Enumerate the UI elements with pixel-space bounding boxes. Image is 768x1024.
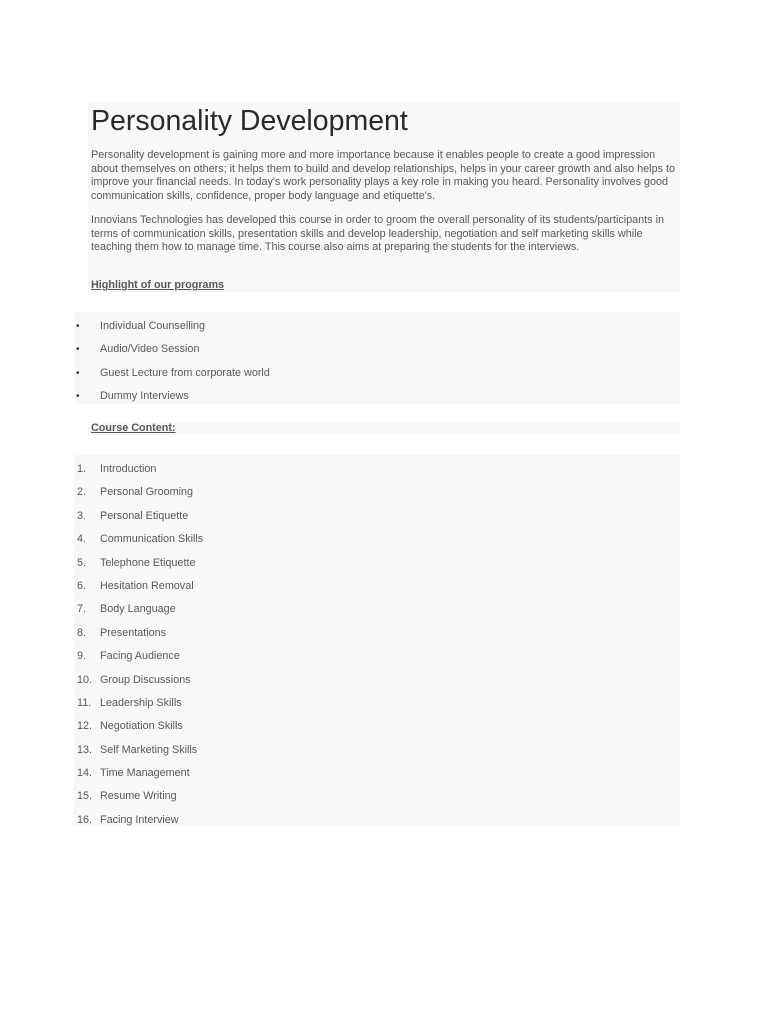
highlight-item-label: Dummy Interviews	[100, 390, 189, 403]
list-item	[74, 674, 674, 697]
highlight-item-label: Guest Lecture from corporate world	[100, 366, 270, 379]
item-number: 16.	[77, 813, 93, 826]
item-number: 9.	[77, 650, 87, 663]
course-item-label: Self Marketing Skills	[100, 743, 198, 756]
list-item	[74, 557, 674, 580]
list-item	[74, 486, 674, 509]
list-item	[74, 767, 674, 790]
course-item-label: Time Management	[100, 767, 190, 780]
bullet-dot-icon: •	[76, 344, 80, 356]
list-item	[74, 603, 674, 626]
item-number: 12.	[77, 720, 93, 733]
course-item-label: Telephone Etiquette	[100, 556, 196, 569]
list-item	[74, 697, 674, 720]
course-item-label: Negotiation Skills	[100, 720, 183, 733]
course-item-label: Presentations	[100, 626, 167, 639]
list-item	[74, 390, 674, 413]
item-number: 4.	[77, 533, 87, 546]
item-number: 10.	[77, 673, 93, 686]
item-number: 5.	[77, 556, 87, 569]
highlight-heading: Highlight of our programs	[91, 279, 225, 291]
course-heading-background-band	[88, 422, 680, 435]
course-item-label: Resume Writing	[100, 790, 177, 803]
intro-paragraph-1: Personality development is gaining more and more importance because it enables people to create a good impression about themselves on others; it helps them to build and develop relationships, helps in your career growth and also helps to improve your financial needs. In today's work personality plays a key role in making you heard. Personality involves good communication skills, confidence, proper body language and etiquette's.	[91, 149, 675, 202]
list-item	[74, 580, 674, 603]
course-item-label: Body Language	[100, 603, 176, 616]
list-item	[74, 367, 674, 390]
course-item-label: Communication Skills	[100, 533, 204, 546]
item-number: 14.	[77, 767, 93, 780]
item-number: 1.	[77, 463, 87, 475]
course-item-label: Group Discussions	[100, 673, 191, 686]
list-item	[74, 510, 674, 533]
list-item	[74, 343, 674, 366]
item-number: 7.	[77, 603, 87, 616]
item-number: 11.	[77, 696, 92, 709]
page-title: Personality Development	[91, 105, 408, 137]
bullet-dot-icon: •	[76, 321, 80, 332]
list-item	[74, 533, 674, 556]
course-item-label: Facing Audience	[100, 650, 180, 663]
course-item-label: Leadership Skills	[100, 696, 182, 709]
course-item-label: Personal Etiquette	[100, 509, 189, 522]
list-item	[74, 720, 674, 743]
item-number: 13.	[77, 743, 93, 756]
list-item	[74, 744, 674, 767]
list-item	[74, 814, 674, 837]
course-content-list	[74, 463, 674, 837]
list-item	[74, 650, 674, 673]
highlights-list	[74, 320, 674, 414]
course-item-label: Introduction	[100, 463, 157, 475]
item-number: 8.	[77, 626, 87, 639]
bullet-dot-icon: •	[76, 391, 80, 403]
bullet-dot-icon: •	[76, 367, 80, 379]
highlight-item-label: Individual Counselling	[100, 320, 206, 332]
item-number: 3.	[77, 509, 87, 522]
list-item	[74, 463, 674, 486]
item-number: 6.	[77, 579, 87, 592]
course-content-heading: Course Content:	[91, 422, 176, 434]
item-number: 2.	[77, 486, 87, 499]
course-item-label: Facing Interview	[100, 813, 179, 826]
list-item	[74, 320, 674, 343]
highlight-item-label: Audio/Video Session	[100, 343, 200, 356]
course-item-label: Hesitation Removal	[100, 579, 194, 592]
list-item	[74, 790, 674, 813]
list-item	[74, 627, 674, 650]
item-number: 15.	[77, 790, 93, 803]
course-item-label: Personal Grooming	[100, 486, 194, 499]
intro-paragraph-2: Innovians Technologies has developed this course in order to groom the overall personality of its students/participants in terms of communication skills, presentation skills and develop leadership, negotiation and self marketing skills while teaching them how to manage time. This course also aims at preparing the students for the interviews.	[91, 214, 664, 253]
